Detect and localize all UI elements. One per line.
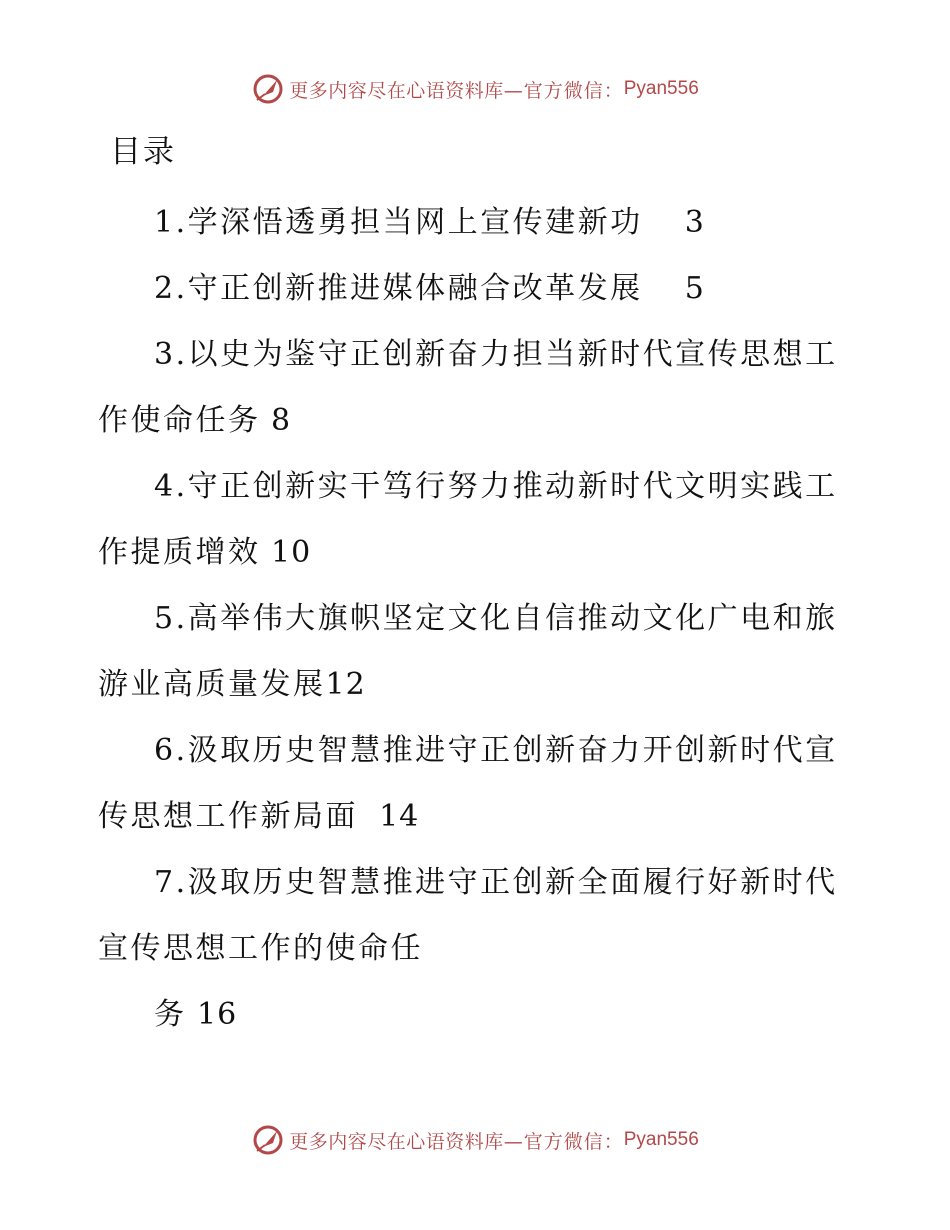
- toc-item-page: 8: [260, 403, 292, 438]
- toc-item-page: 5: [642, 271, 705, 306]
- toc-item-text: 6.汲取历史智慧推进守正创新奋力开创新时代宣传思想工作新局面: [98, 733, 838, 834]
- banner-site-text: 更多内容尽在心语资料库: [289, 1130, 504, 1153]
- toc-item-6[interactable]: [98, 718, 843, 850]
- toc-item-text: 1.学深悟透勇担当网上宣传建新功: [154, 205, 643, 240]
- toc-item-5[interactable]: [98, 586, 843, 718]
- toc-item-text: 5.高举伟大旗帜坚定文化自信推动文化广电和旅游业高质量发展: [98, 601, 838, 702]
- toc-title: 目录: [110, 134, 176, 170]
- toc-item-page: 10: [260, 535, 312, 570]
- banner-official-text: —官方微信：: [503, 1130, 624, 1153]
- toc-item-2[interactable]: [98, 256, 843, 322]
- toc-item-text: 3.以史为鉴守正创新奋力担当新时代宣传思想工作使命任务: [98, 337, 838, 438]
- toc-item-page: 3: [642, 205, 705, 240]
- toc-list: [98, 190, 843, 1048]
- toc-item-page: 16: [186, 997, 238, 1032]
- toc-item-4[interactable]: [98, 454, 843, 586]
- footer-banner: [0, 1123, 950, 1157]
- quill-logo-icon: [251, 1123, 285, 1157]
- toc-item-text: 7.汲取历史智慧推进守正创新全面履行好新时代宣传思想工作的使命任: [98, 865, 838, 966]
- quill-logo-icon: [251, 72, 285, 106]
- header-banner: [0, 72, 950, 106]
- toc-item-page: 14: [358, 799, 420, 834]
- toc-item-7[interactable]: [98, 850, 843, 982]
- toc-item-7-continued[interactable]: [98, 982, 843, 1048]
- banner-official-text: —官方微信：: [503, 79, 624, 102]
- toc-item-3[interactable]: [98, 322, 843, 454]
- toc-item-page: 12: [325, 667, 366, 702]
- toc-item-1[interactable]: [98, 190, 843, 256]
- toc-item-text: 2.守正创新推进媒体融合改革发展: [154, 271, 643, 306]
- banner-site-text: 更多内容尽在心语资料库: [289, 79, 504, 102]
- toc-item-text: 4.守正创新实干笃行努力推动新时代文明实践工作提质增效: [98, 469, 838, 570]
- banner-wechat-id: Pyan556: [623, 78, 699, 99]
- toc-item-text: 务: [154, 997, 187, 1032]
- banner-wechat-id: Pyan556: [623, 1129, 699, 1150]
